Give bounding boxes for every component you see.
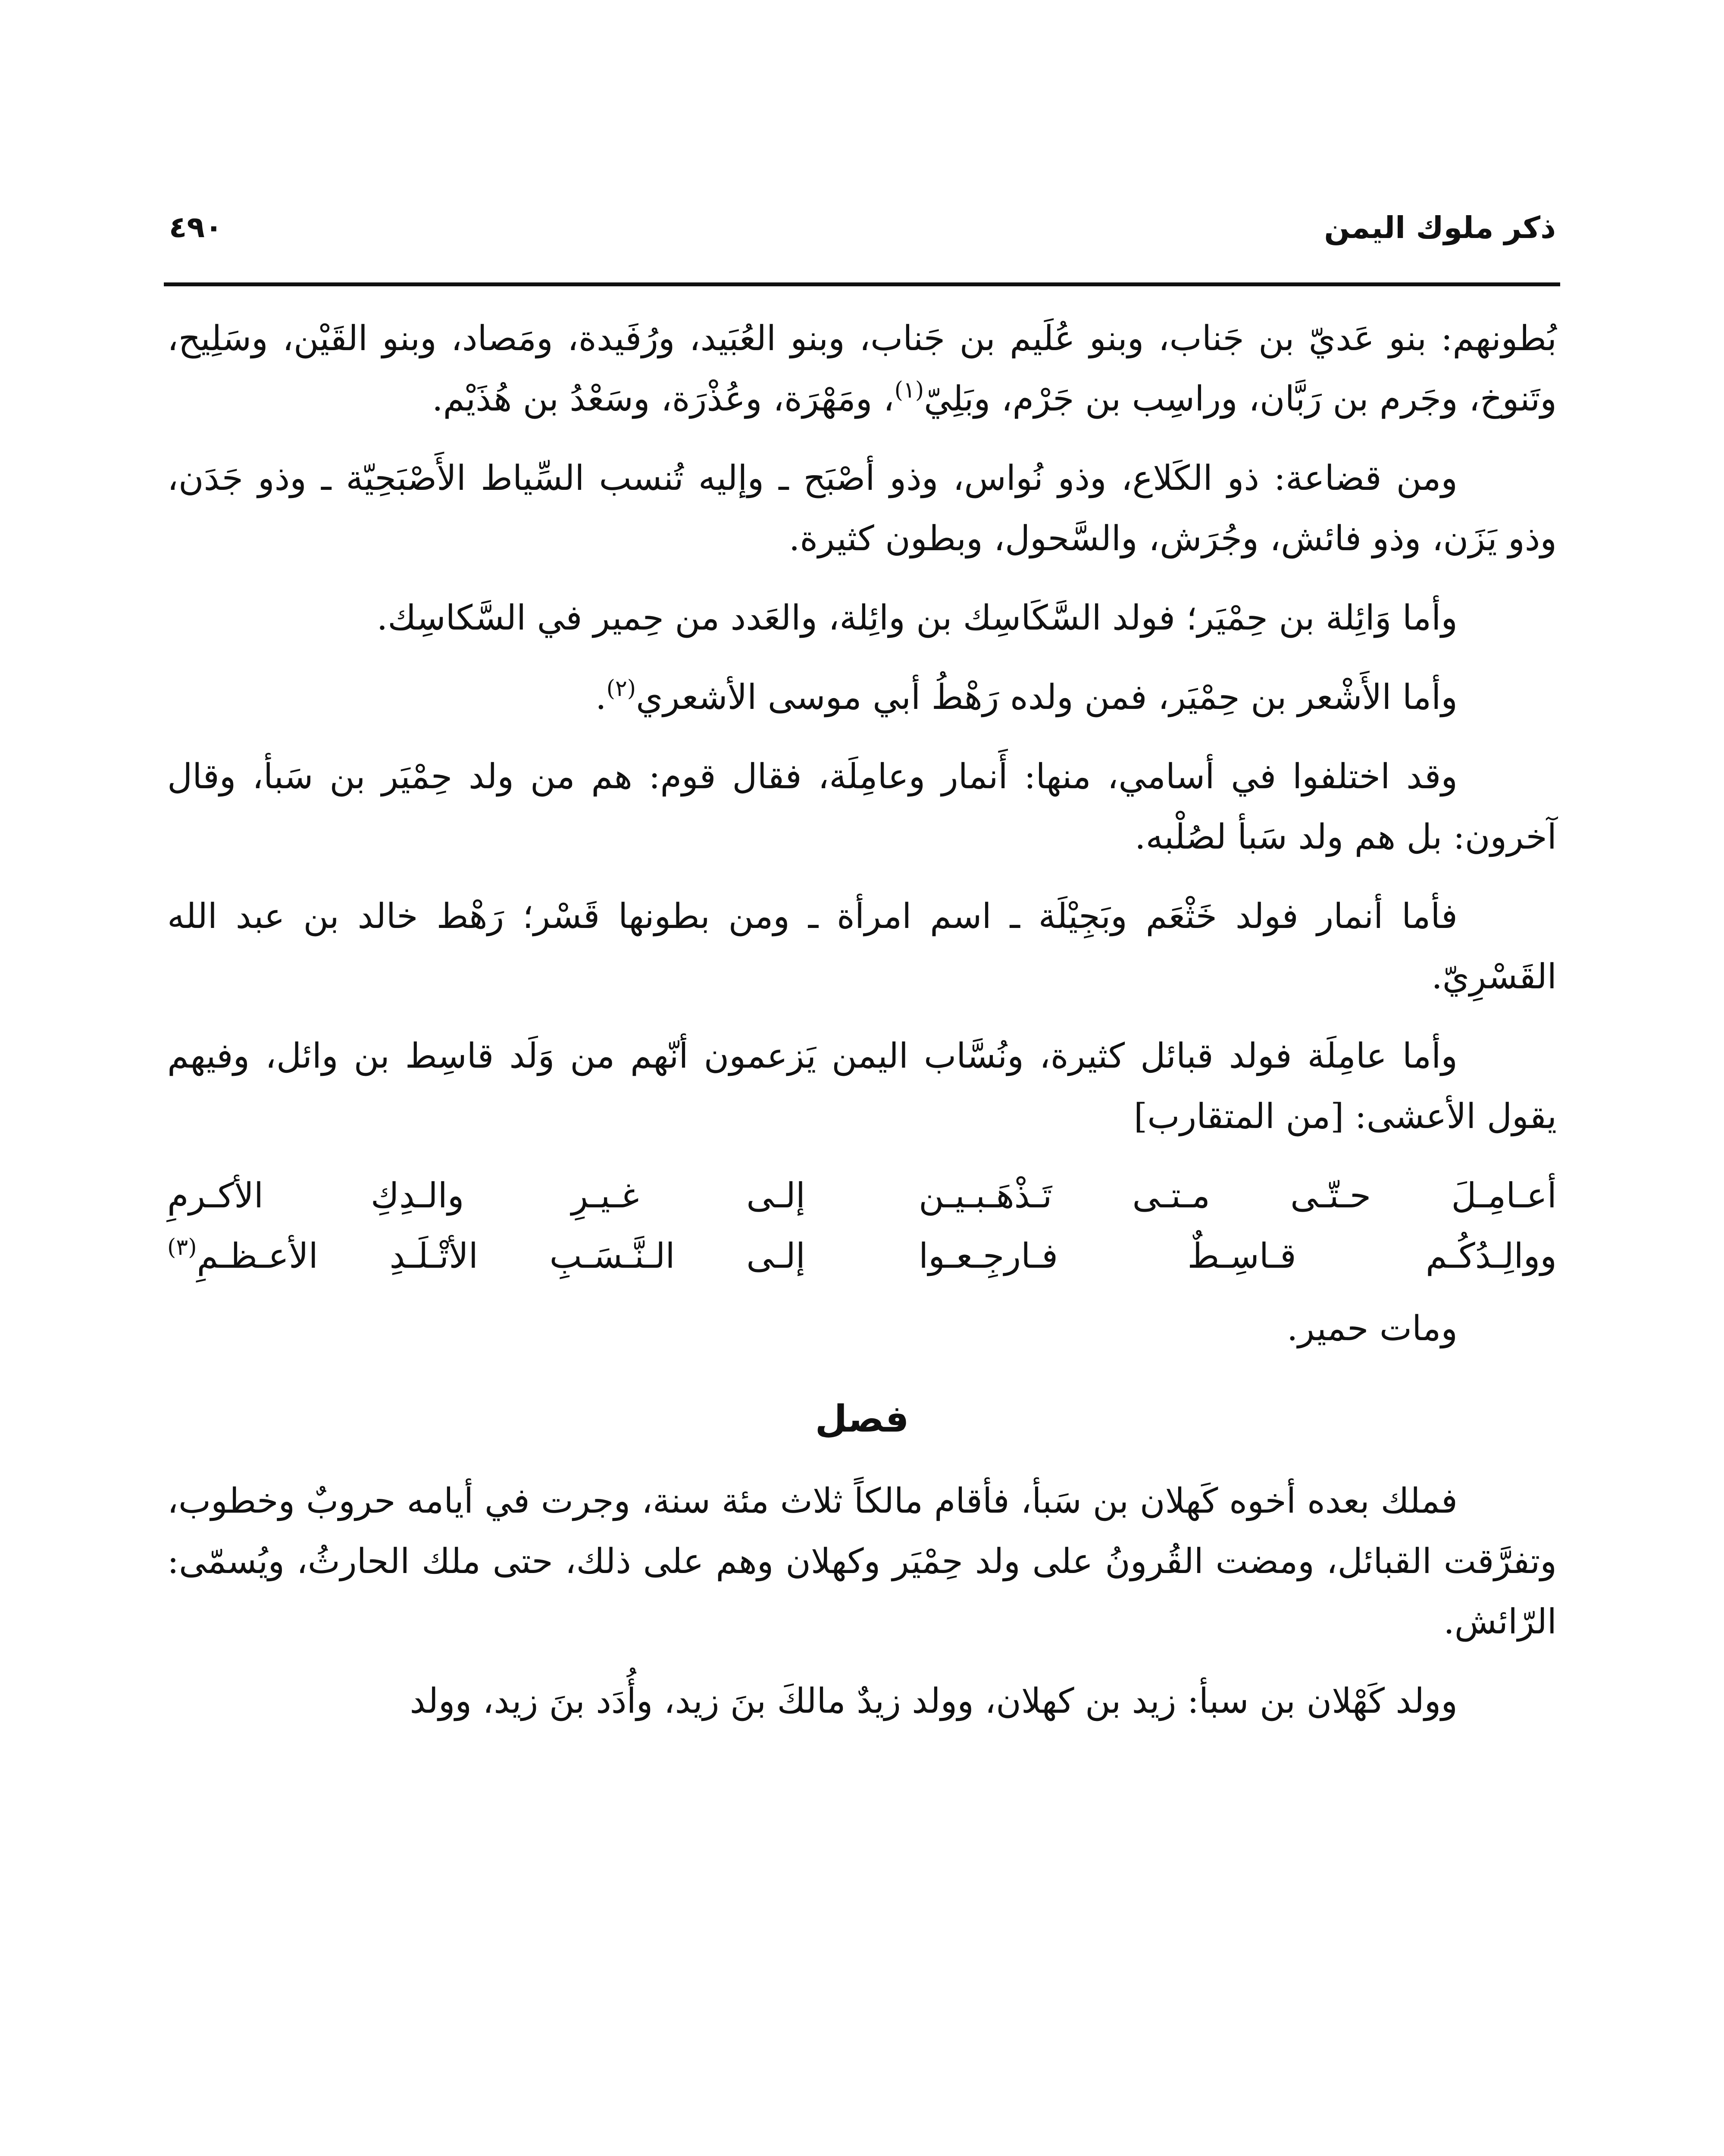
main-text [167,308,1557,1750]
running-header-title: ذكر ملوك اليمن [1324,210,1556,245]
paragraph-text: ، ومَهْرَة، وعُذْرَة، وسَعْدُ بن هُذَيْم. [432,379,895,419]
verse-line [167,1166,1557,1226]
poem [167,1166,1557,1286]
paragraph: وأما وَائِلة بن حِمْيَر؛ فولد السَّكَاسِك بن وائِلة، والعَدد من حِمير في السَّكاسِك. [376,598,1458,638]
paragraph: وقد اختلفوا في أسامي، منها: أَنمار وعامِلَة، فقال قوم: هم من ولد حِمْيَر بن سَبأ، وقال آخرون: بل هم ولد سَبأ لصُلْبه. [167,756,1557,857]
footnote-ref: (١) [894,377,924,403]
paragraph-text: بُطونهم: بنو عَديّ بن جَناب، وبنو عُلَيم بن جَناب، وبنو العُبَيد، ورُفَيدة، ومَصاد، وبنو القَيْن، وسَلِيح، وتَنوخ، وجَرم بن رَبَّان، وراسِب بن جَرْم، وبَلِيّ [167,318,1557,419]
paragraph: ومن قضاعة: ذو الكَلاع، وذو نُواس، وذو أصْبَح ـ وإليه تُنسب السِّياط الأَصْبَحِيّة ـ وذو جَدَن، وذو يَزَن، وذو فائش، وجُرَش، والسَّحول، وبطون كثيرة. [167,458,1557,558]
paragraph: وولد كَهْلان بن سبأ: زيد بن كهلان، وولد زيدٌ مالكَ بنَ زيد، وأُدَد بنَ زيد، وولد [410,1681,1458,1721]
verse-first-hemistich: أعـامِـلَ حـتّـى مـتـى تَـذْهَـبـيـن [919,1175,1557,1216]
verse-second-hemistich: إلـى غـيـرِ والـدِكِ الأكـرمِ [167,1175,805,1216]
footnote-ref: (٣) [167,1235,197,1260]
verse-text: إلـى الـنَّـسَـبِ الأتْـلَـدِ الأعـظـمِ [197,1236,805,1276]
verse-second-hemistich [167,1226,805,1286]
footnote-ref: (٢) [606,676,636,702]
paragraph-text: وأما الأَشْعر بن حِمْيَر، فمن ولده رَهْطُ أبي موسى الأشعري [636,677,1458,717]
header-rule [164,282,1560,286]
paragraph-text: . [595,677,607,717]
verse-line [167,1226,1557,1286]
page-number: ٤٩٠ [169,210,223,244]
paragraph [167,667,1557,727]
section-heading: فصل [815,1398,909,1441]
paragraph: وأما عامِلَة فولد قبائل كثيرة، ونُسَّاب اليمن يَزعمون أنّهم من وَلَد قاسِط بن وائل، وفيهم يقول الأعشى: [من المتقارب] [167,1036,1557,1136]
paragraph [167,308,1557,429]
paragraph: فأما أنمار فولد خَثْعَم وبَجِيْلَة ـ اسم امرأة ـ ومن بطونها قَسْر؛ رَهْط خالد بن عبد الله القَسْرِيّ. [167,896,1557,997]
paragraph: فملك بعده أخوه كَهلان بن سَبأ، فأقام مالكاً ثلاث مئة سنة، وجرت في أيامه حروبٌ وخطوب، وتفرَّقت القبائل، ومضت القُرونُ على ولد حِمْيَر وكهلان وهم على ذلك، حتى ملك الحارثُ، ويُسمّى: الرّائش. [167,1481,1557,1642]
paragraph: ومات حمير. [1286,1308,1458,1348]
verse-first-hemistich: ووالِـدُكُـم قـاسِـطٌ فـارجِـعـوا [919,1236,1557,1276]
